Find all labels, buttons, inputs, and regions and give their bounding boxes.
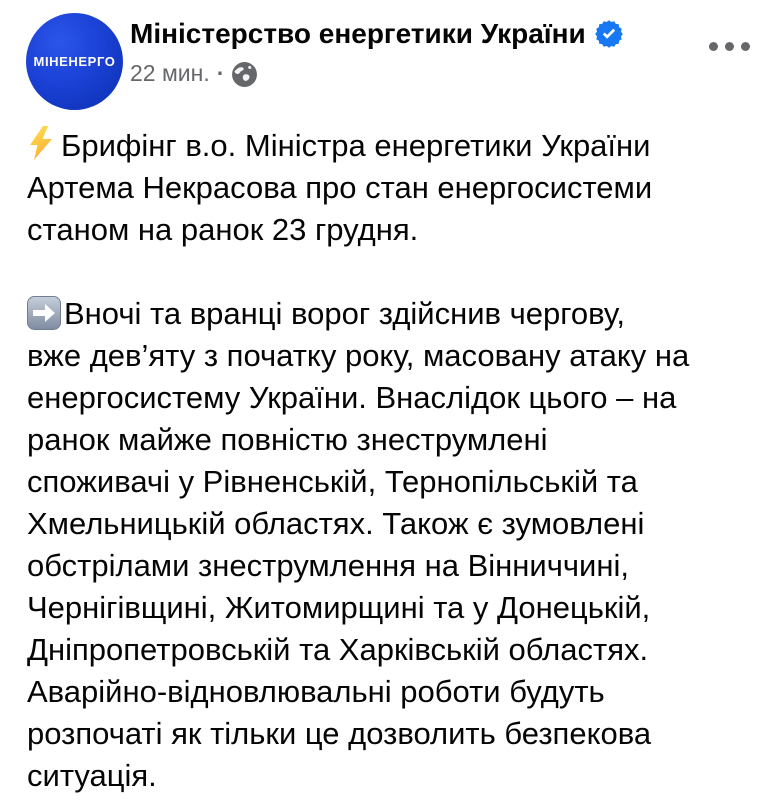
avatar-label: МІНЕНЕРГО [33, 54, 116, 69]
header-text [130, 18, 623, 88]
avatar[interactable] [26, 13, 123, 110]
text-line [27, 125, 764, 167]
paragraph-1 [27, 125, 764, 251]
author-name[interactable]: Міністерство енергетики України [130, 18, 586, 49]
text-span: Брифінг в.о. Міністра енергетики України [61, 128, 651, 163]
text-span: Вночі та вранці ворог здійснив чергову, [64, 296, 625, 331]
text-line: Артема Некрасова про стан енергосистеми [27, 170, 653, 205]
text-line: енергосистему України. Внаслідок цього – на [27, 380, 677, 415]
paragraph-2 [27, 293, 764, 797]
text-line: станом на ранок 23 грудня. [27, 212, 419, 247]
text-line [27, 293, 764, 335]
menu-dot [741, 42, 750, 51]
text-line: Дніпропетровській та Харківській областях. [27, 632, 649, 667]
post-body [27, 125, 764, 797]
lightning-icon [27, 126, 55, 160]
verified-badge-icon [595, 20, 623, 48]
text-line: Аварійно-відновлювальні роботи будуть [27, 674, 605, 709]
text-line: Хмельницькій областях. Також є зумовлені [27, 506, 645, 541]
arrow-right-icon [27, 296, 61, 330]
text-line: ранок майже повністю знеструмлені [27, 422, 548, 457]
meta-separator: · [216, 60, 225, 86]
timestamp[interactable]: 22 мин. [130, 60, 210, 86]
post-header [0, 0, 774, 120]
text-line: розпочаті як тільки це дозволить безпекова [27, 716, 652, 751]
text-line: обстрілами знеструмлення на Вінниччині, [27, 548, 629, 583]
text-line: ситуація. [27, 758, 157, 793]
text-line: Чернігівщині, Житомирщині та у Донецькій, [27, 590, 651, 625]
text-line: споживачі у Рівненській, Тернопільській та [27, 464, 638, 499]
menu-dot [725, 42, 734, 51]
globe-public-icon [231, 61, 258, 88]
post-menu-button[interactable] [705, 38, 754, 55]
menu-dot [709, 42, 718, 51]
text-line: вже дев’яту з початку року, масовану атаку на [27, 338, 690, 373]
